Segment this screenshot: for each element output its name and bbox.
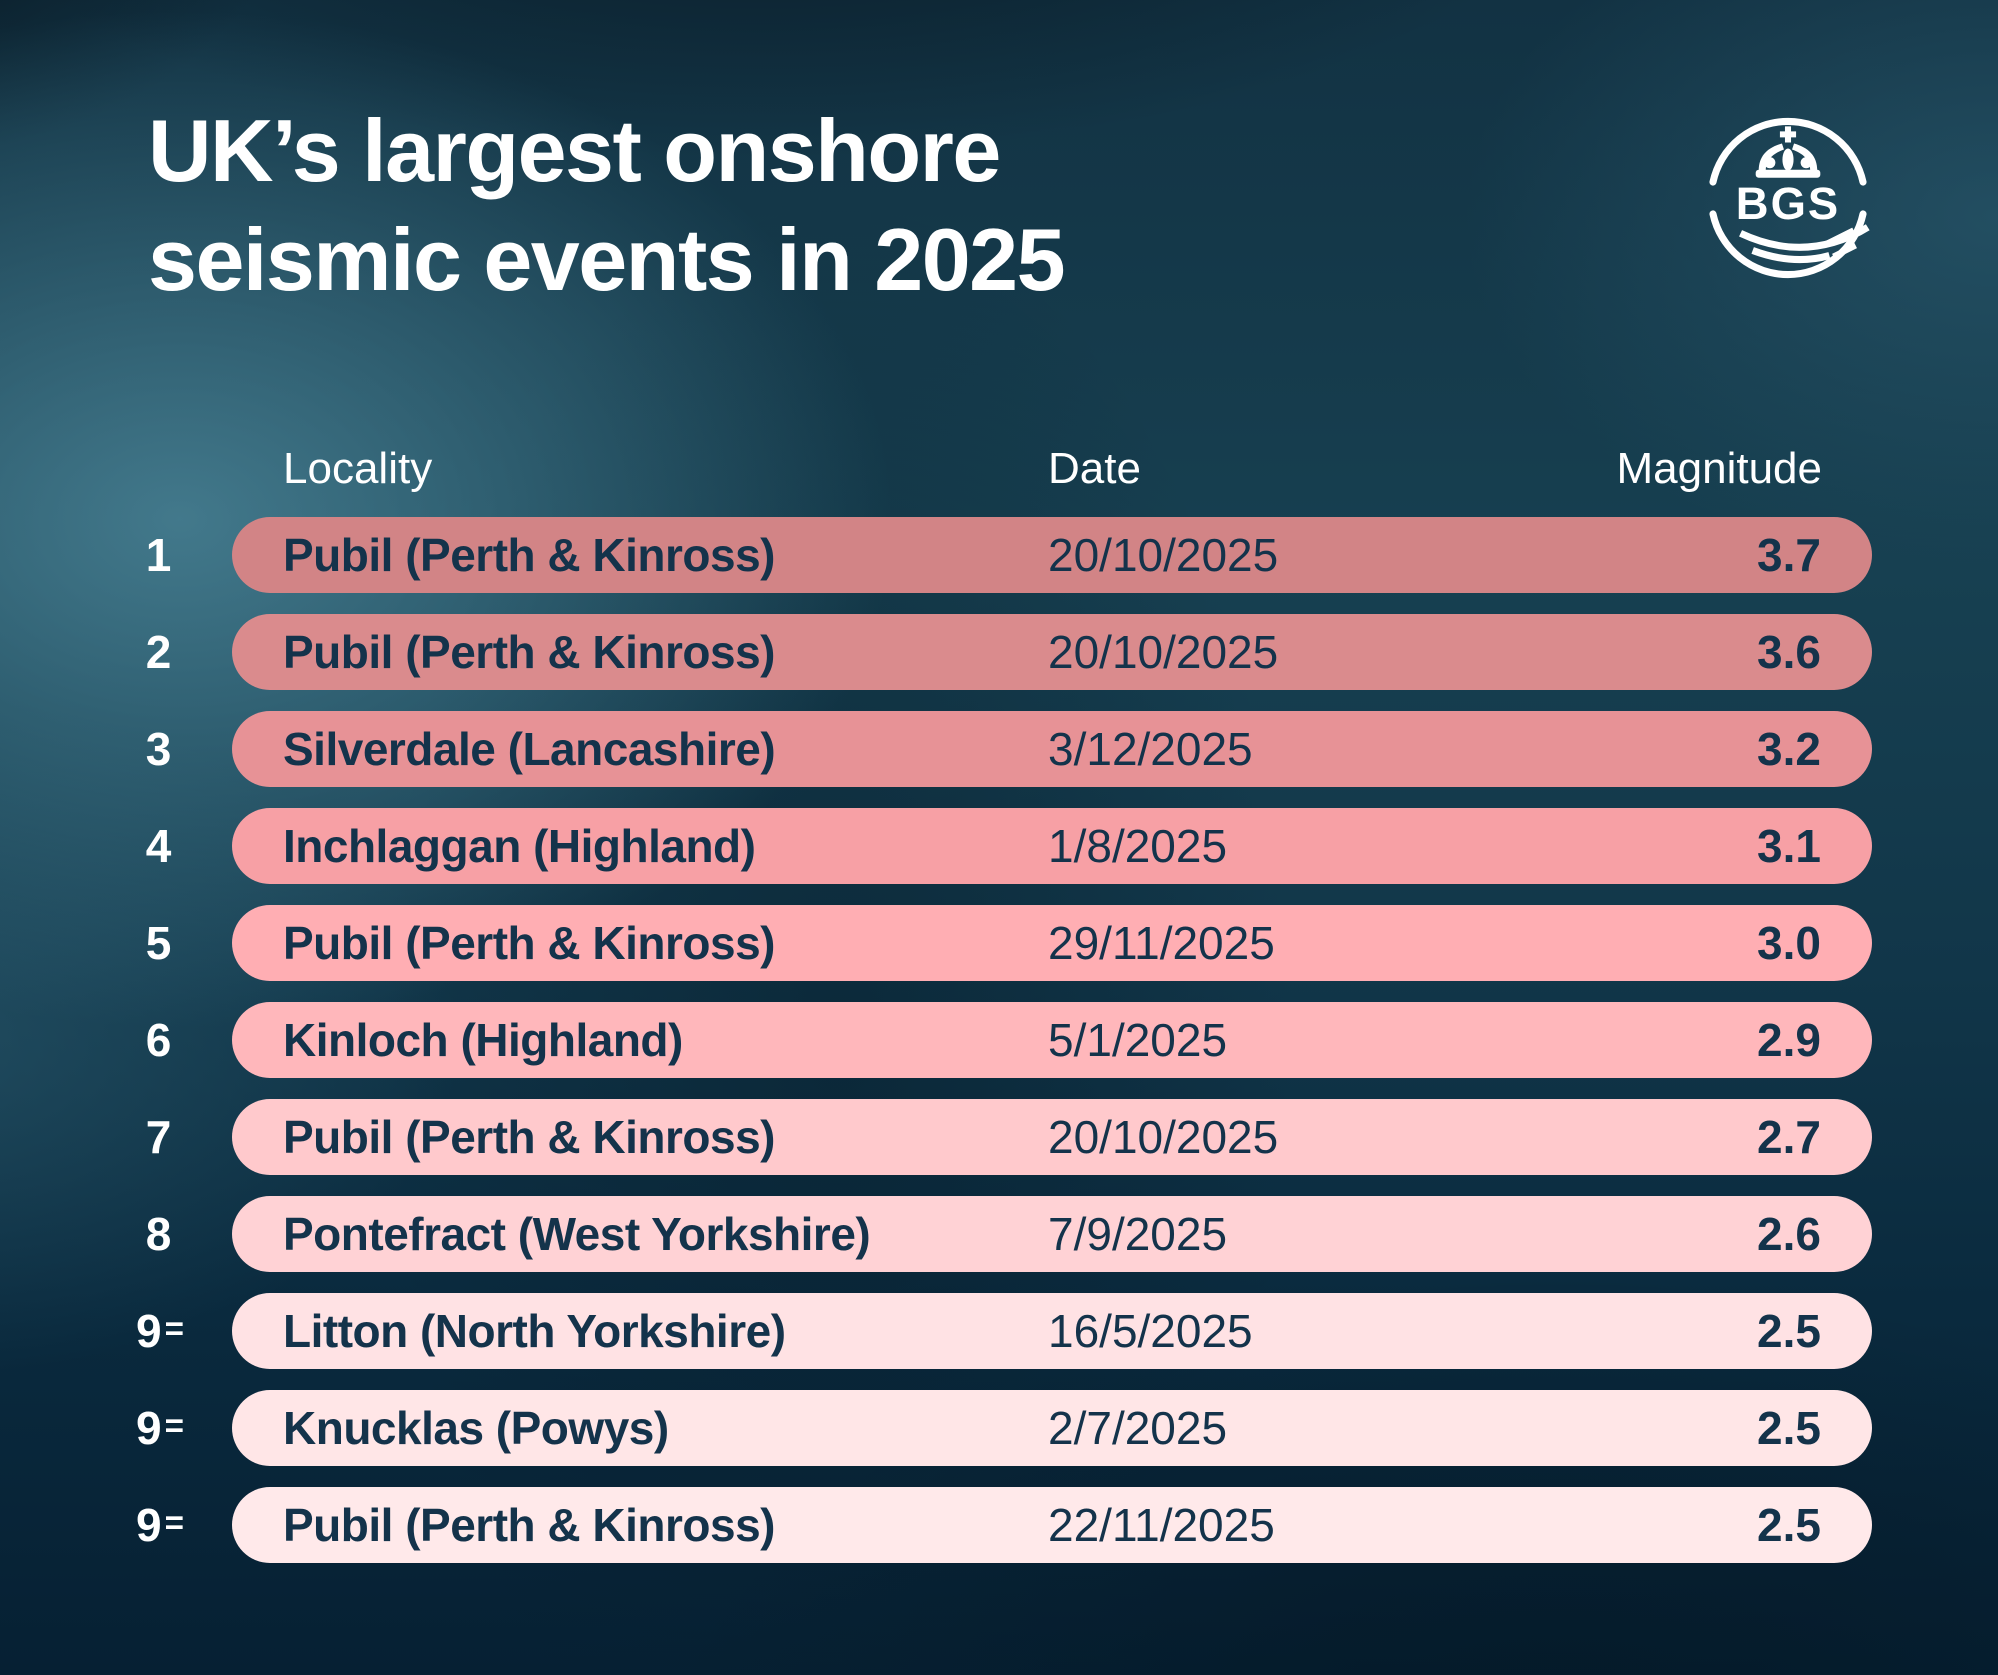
date-cell: 7/9/2025 [1048,1208,1228,1260]
column-header-locality: Locality [283,444,433,493]
table-row [0,517,1998,593]
locality-cell: Kinloch (Highland) [283,1014,683,1066]
page-title-line1: UK’s largest onshore [148,101,1000,200]
table-body [0,517,1998,1584]
table-row [0,808,1998,884]
event-pill [232,1487,1872,1563]
rank-number: 3 [145,723,172,775]
magnitude-cell: 3.0 [1757,917,1821,969]
date-cell: 2/7/2025 [1048,1402,1228,1454]
rank-label [100,808,220,884]
event-pill [232,808,1872,884]
rank-label [100,1002,220,1078]
event-pill [232,1293,1872,1369]
crown-icon [1756,126,1821,177]
table-row [0,1390,1998,1466]
magnitude-cell: 2.5 [1757,1499,1821,1551]
date-cell: 16/5/2025 [1048,1305,1253,1357]
magnitude-cell: 3.7 [1757,529,1821,581]
table-row [0,614,1998,690]
locality-cell: Pubil (Perth & Kinross) [283,529,775,581]
event-pill [232,1099,1872,1175]
locality-cell: Inchlaggan (Highland) [283,820,756,872]
rank-number: 1 [145,529,172,581]
locality-cell: Pubil (Perth & Kinross) [283,917,775,969]
rank-equals-suffix: = [164,1408,184,1445]
date-cell: 5/1/2025 [1048,1014,1228,1066]
rank-number: 2 [145,626,172,678]
rank-equals-suffix: = [164,1505,184,1542]
rank-number: 4 [145,820,172,872]
rank-number: 9 [136,1402,162,1454]
column-headers [0,444,1998,496]
magnitude-cell: 2.5 [1757,1305,1821,1357]
magnitude-cell: 2.9 [1757,1014,1821,1066]
date-cell: 3/12/2025 [1048,723,1253,775]
rank-label [100,711,220,787]
table-row [0,1196,1998,1272]
rank-label [100,1196,220,1272]
magnitude-cell: 3.1 [1757,820,1821,872]
event-pill [232,614,1872,690]
rank-label [100,517,220,593]
table-row [0,1487,1998,1563]
table-row [0,905,1998,981]
column-header-date: Date [1048,444,1141,493]
magnitude-cell: 3.2 [1757,723,1821,775]
table-row [0,711,1998,787]
rank-number: 6 [145,1014,172,1066]
event-pill [232,517,1872,593]
event-pill [232,1002,1872,1078]
event-pill [232,1390,1872,1466]
event-pill [232,905,1872,981]
magnitude-cell: 3.6 [1757,626,1821,678]
rank-number: 9 [136,1305,162,1357]
locality-cell: Pontefract (West Yorkshire) [283,1208,871,1260]
column-header-magnitude: Magnitude [1616,444,1822,493]
locality-cell: Knucklas (Powys) [283,1402,669,1454]
magnitude-cell: 2.5 [1757,1402,1821,1454]
rank-number: 8 [145,1208,172,1260]
locality-cell: Litton (North Yorkshire) [283,1305,786,1357]
event-pill [232,1196,1872,1272]
rank-label [100,1293,220,1369]
rank-number: 5 [145,917,172,969]
rank-number: 9 [136,1499,162,1551]
bgs-logo [1682,92,1894,304]
date-cell: 20/10/2025 [1048,626,1279,678]
date-cell: 1/8/2025 [1048,820,1228,872]
table-row [0,1293,1998,1369]
locality-cell: Pubil (Perth & Kinross) [283,1499,775,1551]
locality-cell: Silverdale (Lancashire) [283,723,776,775]
rank-label [100,1487,220,1563]
page-title-line2: seismic events in 2025 [148,210,1065,310]
date-cell: 29/11/2025 [1048,917,1275,969]
date-cell: 20/10/2025 [1048,1111,1279,1163]
locality-cell: Pubil (Perth & Kinross) [283,1111,775,1163]
page-title [148,96,1064,314]
logo-text: BGS [1735,178,1841,230]
rank-label [100,1390,220,1466]
date-cell: 22/11/2025 [1048,1499,1275,1551]
rank-equals-suffix: = [164,1311,184,1348]
table-row [0,1002,1998,1078]
magnitude-cell: 2.7 [1757,1111,1821,1163]
rank-label [100,905,220,981]
table-row [0,1099,1998,1175]
rank-number: 7 [145,1111,172,1163]
rank-label [100,614,220,690]
rank-label [100,1099,220,1175]
date-cell: 20/10/2025 [1048,529,1279,581]
magnitude-cell: 2.6 [1757,1208,1821,1260]
locality-cell: Pubil (Perth & Kinross) [283,626,775,678]
event-pill [232,711,1872,787]
